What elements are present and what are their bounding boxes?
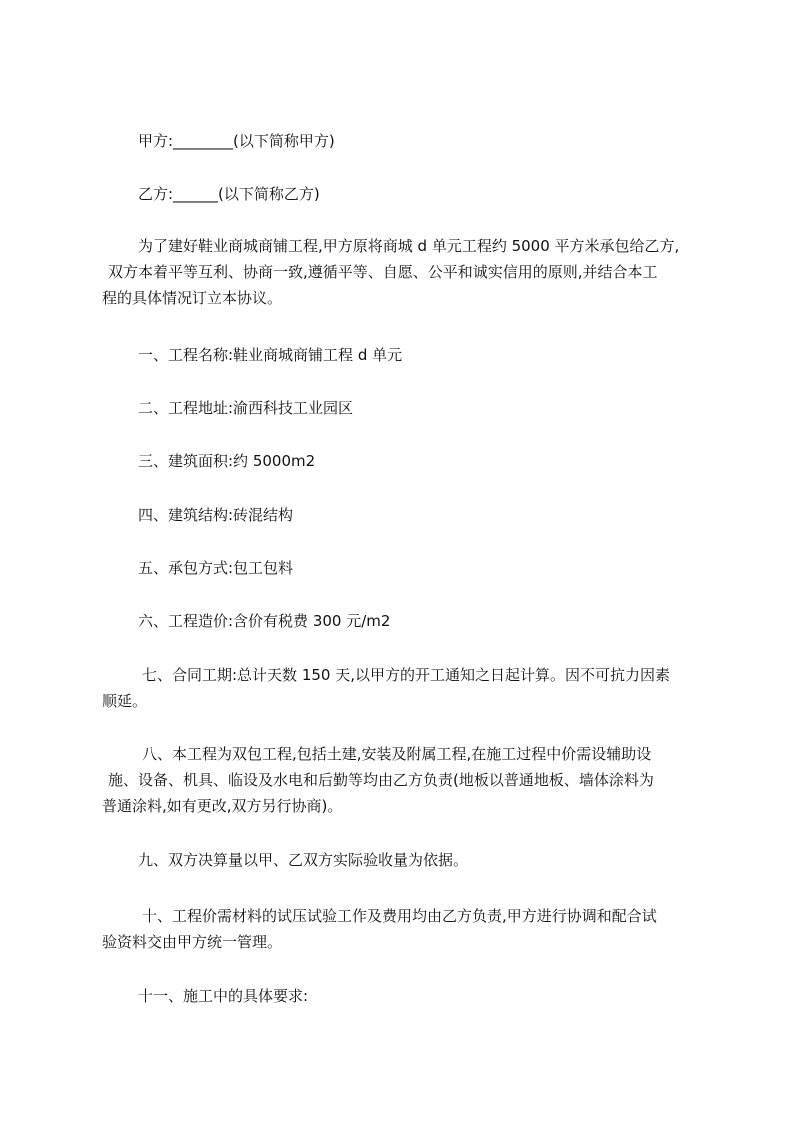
- item-7-line-1: 七、合同工期:总计天数 150 天,以甲方的开工通知之日起计算。因不可抗力因素: [142, 666, 670, 684]
- item-7-line-2: 顺延。: [102, 692, 148, 710]
- item-9-text: 九、双方决算量以甲、乙双方实际验收量为依据。: [138, 851, 469, 869]
- item-5-text: 五、承包方式:包工包料: [138, 559, 294, 577]
- item-2: [138, 395, 738, 421]
- item-10-line-1: 十、工程价需材料的试压试验工作及费用均由乙方负责,甲方进行协调和配合试: [142, 907, 657, 925]
- item-3-text: 三、建筑面积:约 5000m2: [138, 452, 316, 470]
- party-a-text: 甲方:________(以下简称甲方): [138, 132, 335, 150]
- party-a-line: [138, 128, 738, 154]
- item-3: [138, 448, 738, 474]
- item-6: [138, 608, 738, 634]
- intro-line-2: 双方本着平等互利、协商一致,遵循平等、自愿、公平和诚实信用的原则,并结合本工: [108, 263, 658, 281]
- item-9: [138, 847, 738, 873]
- item-11-text: 十一、施工中的具体要求:: [138, 987, 309, 1005]
- item-8: [102, 741, 702, 819]
- intro-line-1: 为了建好鞋业商城商铺工程,甲方原将商城 d 单元工程约 5000 平方米承包给乙方,: [138, 237, 680, 255]
- item-8-line-2: 施、设备、机具、临设及水电和后勤等均由乙方负责(地板以普通地板、墙体涂料为: [108, 771, 654, 789]
- item-7: [102, 662, 702, 714]
- item-8-line-1: 八、本工程为双包工程,包括土建,安装及附属工程,在施工过程中价需设辅助设: [142, 745, 652, 763]
- item-1-text: 一、工程名称:鞋业商城商铺工程 d 单元: [138, 346, 403, 364]
- item-6-text: 六、工程造价:含价有税费 300 元/m2: [138, 612, 391, 630]
- item-10-line-2: 验资料交由甲方统一管理。: [102, 933, 283, 951]
- intro-paragraph: [102, 233, 702, 311]
- item-1: [138, 342, 738, 368]
- item-4-text: 四、建筑结构:砖混结构: [138, 506, 294, 524]
- party-b-text: 乙方:______(以下简称乙方): [138, 185, 320, 203]
- item-2-text: 二、工程地址:渝西科技工业园区: [138, 399, 354, 417]
- item-10: [102, 903, 702, 955]
- party-b-line: [138, 181, 738, 207]
- item-4: [138, 502, 738, 528]
- item-5: [138, 555, 738, 581]
- item-8-line-3: 普通涂料,如有更改,双方另行协商)。: [102, 797, 343, 815]
- item-11: [138, 983, 738, 1009]
- intro-line-3: 程的具体情况订立本协议。: [102, 289, 283, 307]
